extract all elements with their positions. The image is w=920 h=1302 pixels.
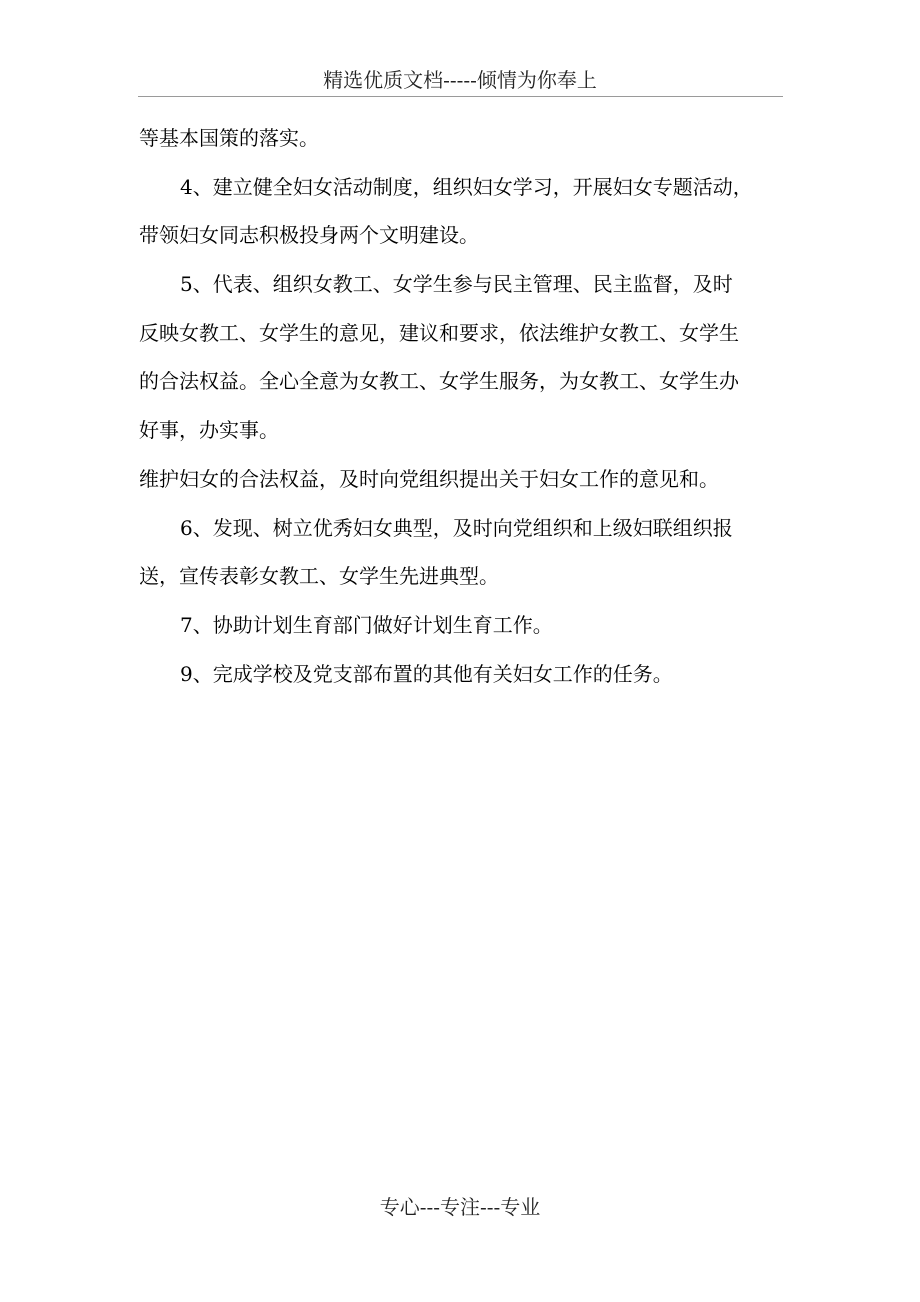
body-line-item-5-cont-3: 好事，办实事。: [139, 418, 279, 443]
document-body: [139, 114, 789, 698]
body-line-item-5-cont-1: 反映女教工、女学生的意见，建议和要求，依法维护女教工、女学生: [139, 320, 739, 345]
page-footer: 专心---专注---专业: [379, 1195, 541, 1219]
body-line-item-7: 7、协助计划生育部门做好计划生育工作。: [180, 612, 553, 637]
body-line-item-5-cont-2: 的合法权益。全心全意为女教工、女学生服务，为女教工、女学生办: [139, 369, 739, 394]
page-header-title: 精选优质文档-----倾情为你奉上: [323, 68, 597, 92]
body-line-item-4: 4、建立健全妇女活动制度，组织妇女学习，开展妇女专题活动，: [180, 174, 753, 199]
body-line-item-6-cont: 送，宣传表彰女教工、女学生先进典型。: [139, 564, 499, 589]
body-line-item-5: 5、代表、组织女教工、女学生参与民主管理、民主监督，及时: [180, 272, 733, 297]
body-line-item-9: 9、完成学校及党支部布置的其他有关妇女工作的任务。: [180, 661, 673, 686]
body-line-item-6: 6、发现、树立优秀妇女典型，及时向党组织和上级妇联组织报: [180, 515, 733, 540]
header-divider: [138, 96, 783, 97]
body-line-continuation: 等基本国策的落实。: [139, 126, 319, 150]
body-line-rights-note: 维护妇女的合法权益，及时向党组织提出关于妇女工作的意见和。: [139, 466, 719, 491]
body-line-item-4-cont: 带领妇女同志积极投身两个文明建设。: [139, 223, 479, 248]
